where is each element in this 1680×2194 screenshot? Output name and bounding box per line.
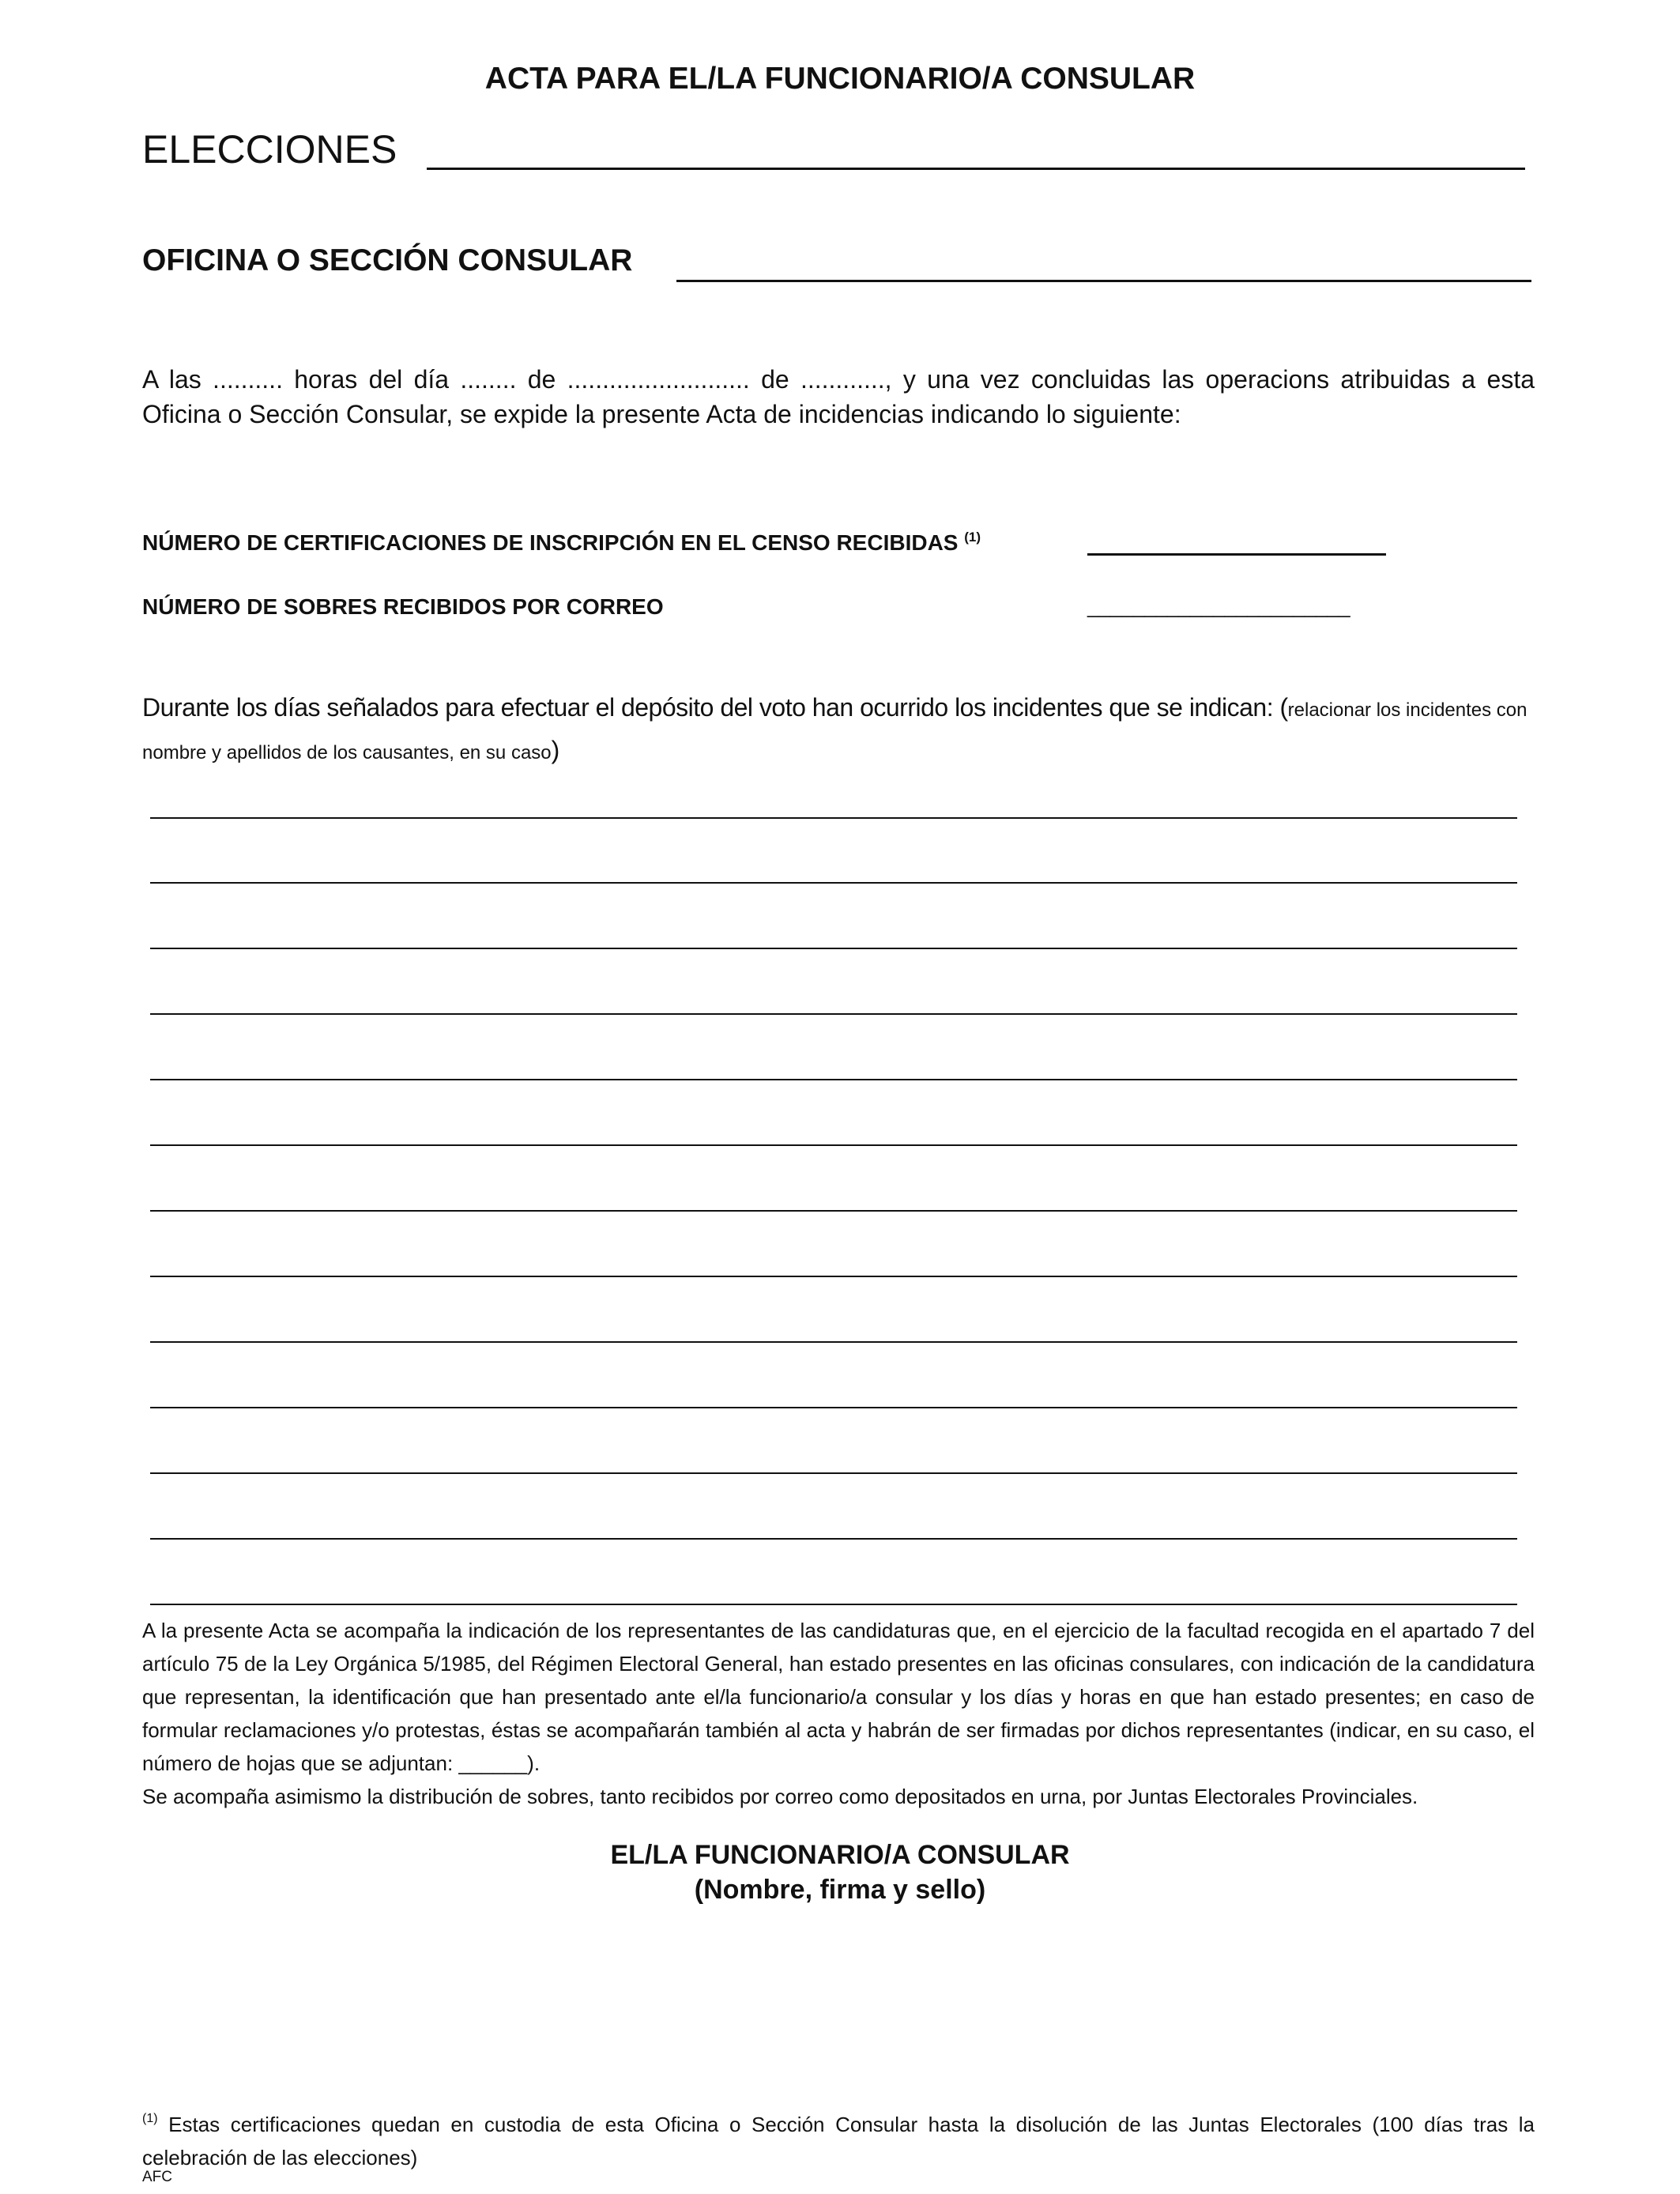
sobres-blank: _______________________ xyxy=(1087,594,1350,618)
incident-line xyxy=(150,817,1517,819)
certificaciones-text: NÚMERO DE CERTIFICACIONES DE INSCRIPCIÓN EN EL CENSO RECIBIDAS xyxy=(142,530,959,555)
footnote xyxy=(142,2102,1535,2174)
incidentes-text: Durante los días señalados para efectuar el depósito del voto han ocurrido los incidentes que se indican: ( xyxy=(142,693,1288,722)
oficina-blank-line xyxy=(676,280,1531,282)
acompana-section xyxy=(142,1614,1535,1813)
distribucion-paragraph: Se acompaña asimismo la distribución de sobres, tanto recibidos por correo como depositados en urna, por Juntas Electorales Provinciales. xyxy=(142,1785,1418,1808)
form-code: AFC xyxy=(142,2169,172,2185)
elecciones-blank-line xyxy=(427,168,1525,170)
acompana-paragraph: A la presente Acta se acompaña la indicación de los representantes de las candidaturas que, en el ejercicio de la facultad recogida en el apartado 7 del artículo 75 de la Ley Orgánica 5/1985, del Régimen Electoral General, han estado presentes en las oficinas consulares, con indicación de la candidatura que representan, la identificación que han presentado ante el/la funcionario/a consular y los días y horas en que han estado presentes; en caso de formular reclamaciones y/o protestas, éstas se acompañarán también al acta y habrán de ser firmadas por dichos representantes (indicar, en su caso, el número de hojas que se adjuntan: ______). xyxy=(142,1619,1535,1775)
incident-line xyxy=(150,1341,1517,1343)
certificaciones-footnote-ref: (1) xyxy=(964,530,981,545)
incident-line xyxy=(150,1276,1517,1277)
certificaciones-blank-line xyxy=(1087,553,1386,556)
incidentes-intro xyxy=(142,688,1535,773)
incident-line xyxy=(150,1538,1517,1540)
incident-line xyxy=(150,882,1517,884)
incident-line xyxy=(150,1144,1517,1146)
oficina-label: OFICINA O SECCIÓN CONSULAR xyxy=(142,243,633,277)
certificaciones-label xyxy=(142,530,981,556)
incident-line xyxy=(150,1472,1517,1474)
elecciones-label: ELECCIONES xyxy=(142,127,397,172)
sobres-label: NÚMERO DE SOBRES RECIBIDOS POR CORREO xyxy=(142,594,664,619)
document-title: ACTA PARA EL/LA FUNCIONARIO/A CONSULAR xyxy=(484,62,1196,96)
incident-line xyxy=(150,1604,1517,1605)
incident-line xyxy=(150,948,1517,949)
incident-line xyxy=(150,1210,1517,1212)
incident-line xyxy=(150,1079,1517,1080)
signature-title: EL/LA FUNCIONARIO/A CONSULAR xyxy=(610,1840,1070,1870)
intro-paragraph: A las .......... horas del día ........ de .......................... de ............, y una vez concluidas las operacions atribuidas a esta Oficina o Sección Consular, se expide la presente Acta de incidencias indicando lo siguiente: xyxy=(142,365,1535,428)
incident-line xyxy=(150,1407,1517,1408)
signature-subtitle: (Nombre, firma y sello) xyxy=(694,1875,986,1905)
incidentes-close: ) xyxy=(551,736,559,764)
incident-line xyxy=(150,1013,1517,1015)
incidentes-note: relacionar los incidentes con nombre y apellidos de los causantes, en su caso xyxy=(142,699,1527,763)
footnote-ref: (1) xyxy=(142,2112,158,2125)
footnote-text: Estas certificaciones quedan en custodia de esta Oficina o Sección Consular hasta la disolución de las Juntas Electorales (100 días tras la celebración de las elecciones) xyxy=(142,2113,1535,2169)
